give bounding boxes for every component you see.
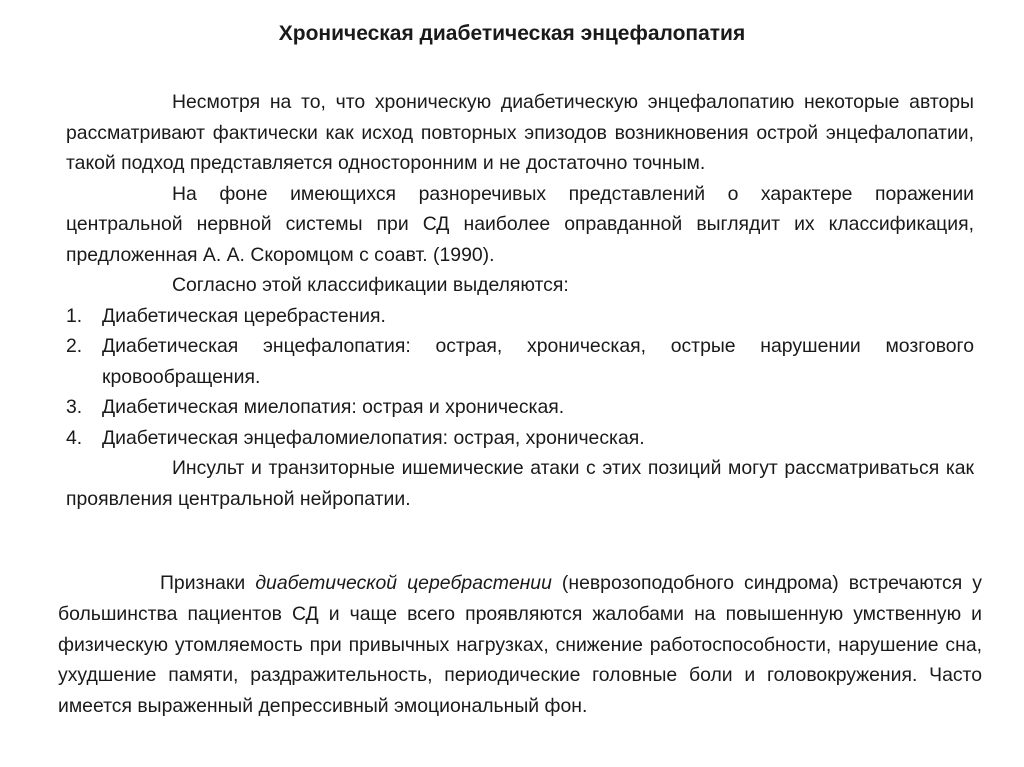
list-item bbox=[66, 392, 974, 423]
cerebrasthenia-paragraph bbox=[58, 568, 982, 722]
body-text: (неврозоподобного синдрома) встречаются у большинства пациентов СД и чаще всего проявляются жалобами на повышенную умственную и физическую утомляемость при привычных нагрузках, снижение работоспособности, нарушение сна, ухудшение памяти, раздражительность, периодические головные боли и головокружения. Часто имеется выраженный депрессивный эмоциональный фон. bbox=[58, 572, 982, 718]
stroke-paragraph: Инсульт и транзиторные ишемические атаки с этих позиций могут рассматриваться как проявления центральной нейропатии. bbox=[66, 457, 974, 510]
lead-text: Признаки bbox=[160, 572, 256, 594]
intro-paragraph: Несмотря на то, что хроническую диабетическую энцефалопатию некоторые авторы рассматривают фактически как исход повторных эпизодов возникновения острой энцефалопатии, такой подход представляется односторонним и не достаточно точным. bbox=[66, 91, 974, 174]
list-item-text: Диабетическая энцефаломиелопатия: острая, хроническая. bbox=[102, 426, 645, 449]
page-title: Хроническая диабетическая энцефалопатия bbox=[278, 22, 746, 45]
list-item-number: 2. bbox=[66, 335, 83, 357]
classification-lead: Согласно этой классификации выделяются: bbox=[172, 274, 569, 296]
cerebrasthenia-section bbox=[58, 568, 982, 722]
list-item-number: 1. bbox=[66, 304, 83, 327]
context-paragraph: На фоне имеющихся разноречивых представлений о характере поражении центральной нервной системы при СД наиболее оправданной выглядит их классификация, предложенная А. А. Скоромцом с соавт. (1990). bbox=[66, 182, 974, 266]
list-item bbox=[66, 301, 974, 332]
emphasis-term: диабетической церебрастении bbox=[255, 572, 552, 594]
list-item-text: Диабетическая церебрастения. bbox=[102, 304, 386, 327]
list-item-number: 4. bbox=[66, 426, 83, 449]
list-item-number: 3. bbox=[66, 396, 83, 418]
classification-section bbox=[66, 87, 974, 514]
list-item bbox=[66, 331, 974, 392]
list-item bbox=[66, 423, 974, 454]
classification-list bbox=[66, 301, 974, 454]
list-item-text: Диабетическая энцефалопатия: острая, хроническая, острые нарушении мозгового кровообращения. bbox=[102, 335, 974, 388]
list-item-text: Диабетическая миелопатия: острая и хроническая. bbox=[102, 396, 565, 418]
